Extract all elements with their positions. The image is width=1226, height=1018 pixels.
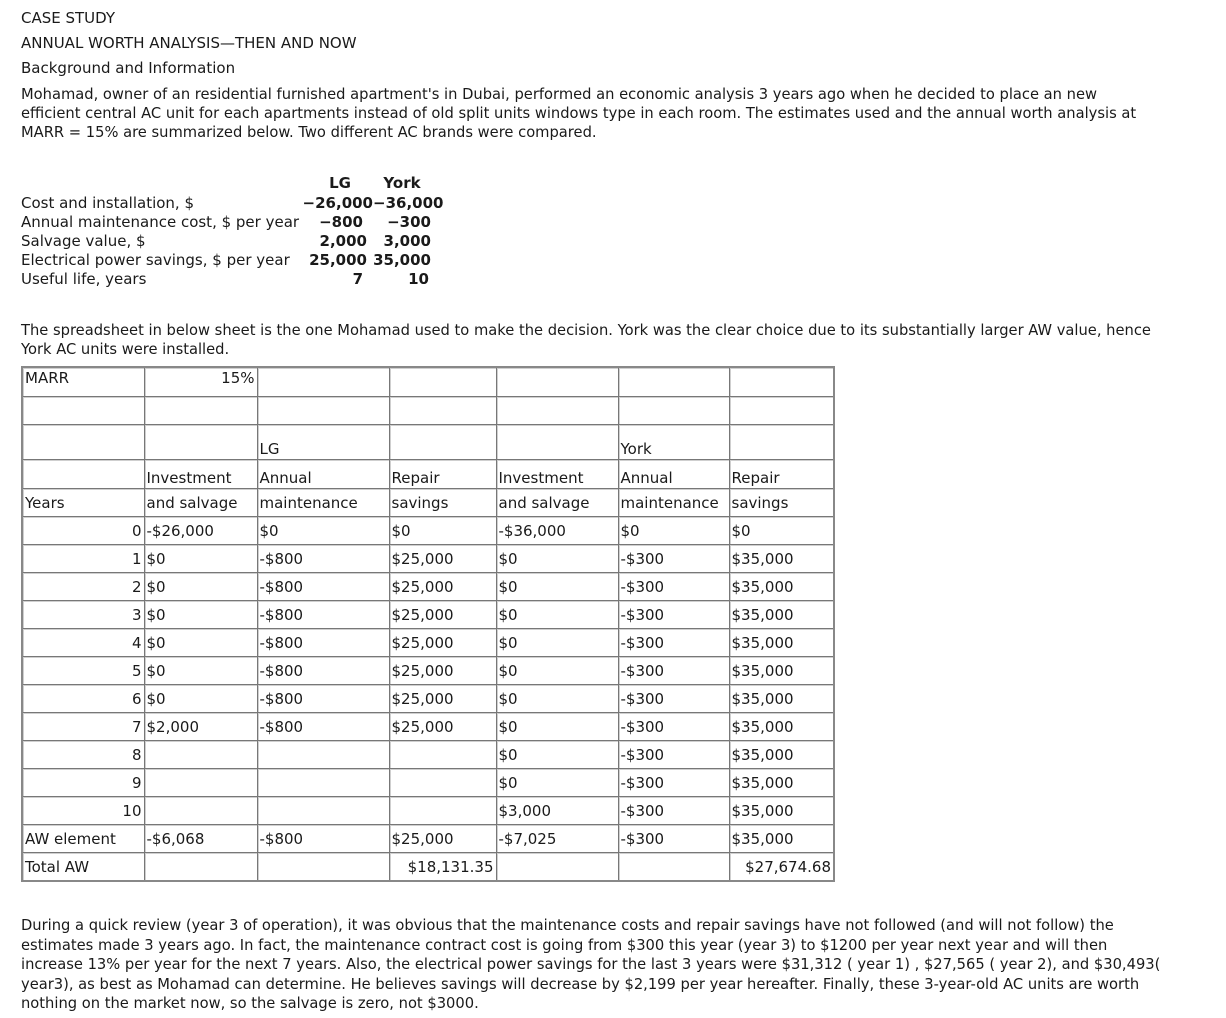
- aw-spreadsheet: [21, 366, 835, 882]
- york-investment-cell: $3,000: [496, 797, 618, 825]
- year-cell: 9: [22, 769, 144, 797]
- table-row: [22, 657, 834, 685]
- york-maintenance-cell: -$300: [618, 545, 729, 573]
- lg-investment-cell: -$26,000: [144, 517, 257, 545]
- years-label: Years: [22, 489, 144, 517]
- york-repair-cell: $0: [729, 517, 834, 545]
- table-row: [22, 601, 834, 629]
- york-repair-cell: $35,000: [729, 657, 834, 685]
- year-cell: 10: [22, 797, 144, 825]
- lg-repair-cell: $0: [389, 517, 496, 545]
- table-row: [22, 573, 834, 601]
- header-savings: savings: [389, 489, 496, 517]
- cell: [618, 367, 729, 397]
- lg-maintenance-cell: -$800: [257, 657, 389, 685]
- aw-element-label: AW element: [22, 825, 144, 853]
- lg-repair-cell: [389, 769, 496, 797]
- intro-paragraph: [21, 85, 1136, 142]
- estimate-lg-value: 7: [352, 270, 363, 288]
- lg-investment-cell: [144, 797, 257, 825]
- header-and-salvage: and salvage: [144, 489, 257, 517]
- aw-york-repair: $35,000: [729, 825, 834, 853]
- cell: [389, 425, 496, 460]
- header-annual: Annual: [618, 460, 729, 489]
- york-maintenance-cell: -$300: [618, 685, 729, 713]
- year-cell: 4: [22, 629, 144, 657]
- york-maintenance-cell: -$300: [618, 629, 729, 657]
- lg-investment-cell: $0: [144, 685, 257, 713]
- table-row: [22, 741, 834, 769]
- intro-line: MARR = 15% are summarized below. Two different AC brands were compared.: [21, 124, 597, 141]
- table-row: [22, 517, 834, 545]
- review-paragraph: [21, 916, 1160, 1014]
- header-savings: savings: [729, 489, 834, 517]
- estimate-label: Cost and installation, $: [21, 194, 195, 212]
- lg-investment-cell: $0: [144, 657, 257, 685]
- estimate-label: Annual maintenance cost, $ per year: [21, 213, 300, 231]
- york-repair-cell: $35,000: [729, 769, 834, 797]
- lg-investment-cell: $0: [144, 629, 257, 657]
- estimate-lg-value: −26,000: [302, 194, 373, 212]
- york-repair-cell: $35,000: [729, 573, 834, 601]
- sheet-row-blank: [22, 397, 834, 425]
- york-investment-cell: $0: [496, 657, 618, 685]
- york-investment-cell: -$36,000: [496, 517, 618, 545]
- marr-value: 15%: [144, 367, 257, 397]
- year-cell: 5: [22, 657, 144, 685]
- york-investment-cell: $0: [496, 629, 618, 657]
- lg-repair-cell: [389, 797, 496, 825]
- york-investment-cell: $0: [496, 601, 618, 629]
- cell: [389, 367, 496, 397]
- spreadsheet-intro-line: The spreadsheet in below sheet is the one Mohamad used to make the decision. York was the clear choice due to its substantially larger AW value, hence: [21, 322, 1151, 339]
- year-cell: 6: [22, 685, 144, 713]
- header-repair: Repair: [729, 460, 834, 489]
- sheet-row-total-aw: [22, 853, 834, 882]
- york-maintenance-cell: -$300: [618, 573, 729, 601]
- cell: [257, 367, 389, 397]
- cell: [257, 853, 389, 882]
- year-cell: 8: [22, 741, 144, 769]
- sheet-row-aw-element: [22, 825, 834, 853]
- sheet-row-header1: [22, 460, 834, 489]
- total-aw-lg: $18,131.35: [389, 853, 496, 882]
- york-repair-cell: $35,000: [729, 685, 834, 713]
- cell: [144, 425, 257, 460]
- year-cell: 0: [22, 517, 144, 545]
- lg-repair-cell: $25,000: [389, 629, 496, 657]
- total-aw-label: Total AW: [22, 853, 144, 882]
- estimate-label: Useful life, years: [21, 270, 147, 288]
- estimates-col-lg: LG: [329, 174, 351, 192]
- lg-maintenance-cell: [257, 797, 389, 825]
- estimates-block: [21, 174, 444, 294]
- case-title: ANNUAL WORTH ANALYSIS—THEN AND NOW: [21, 34, 357, 52]
- table-row: [22, 629, 834, 657]
- review-line: nothing on the market now, so the salvage is zero, not $3000.: [21, 995, 479, 1012]
- header-maintenance: maintenance: [257, 489, 389, 517]
- cell: [618, 853, 729, 882]
- year-cell: 1: [22, 545, 144, 573]
- cell: [144, 397, 257, 425]
- cell: [496, 367, 618, 397]
- spreadsheet-intro-line: York AC units were installed.: [21, 341, 230, 358]
- lg-repair-cell: $25,000: [389, 601, 496, 629]
- cell: [618, 397, 729, 425]
- aw-york-maintenance: -$300: [618, 825, 729, 853]
- estimate-york-value: 10: [408, 270, 429, 288]
- lg-maintenance-cell: -$800: [257, 685, 389, 713]
- cell: [496, 853, 618, 882]
- marr-label: MARR: [22, 367, 144, 397]
- lg-repair-cell: $25,000: [389, 657, 496, 685]
- lg-investment-cell: $0: [144, 601, 257, 629]
- cell: [389, 397, 496, 425]
- table-row: [22, 797, 834, 825]
- york-investment-cell: $0: [496, 713, 618, 741]
- lg-investment-cell: [144, 741, 257, 769]
- cell: [496, 425, 618, 460]
- cell: [729, 397, 834, 425]
- year-cell: 3: [22, 601, 144, 629]
- estimate-york-value: −300: [387, 213, 431, 231]
- cell: [22, 425, 144, 460]
- lg-maintenance-cell: -$800: [257, 573, 389, 601]
- header-annual: Annual: [257, 460, 389, 489]
- aw-lg-repair: $25,000: [389, 825, 496, 853]
- estimates-col-york: York: [383, 174, 421, 192]
- lg-investment-cell: [144, 769, 257, 797]
- header-repair: Repair: [389, 460, 496, 489]
- estimate-label: Electrical power savings, $ per year: [21, 251, 290, 269]
- aw-lg-investment: -$6,068: [144, 825, 257, 853]
- lg-repair-cell: $25,000: [389, 713, 496, 741]
- estimate-lg-value: 25,000: [309, 251, 367, 269]
- estimate-label: Salvage value, $: [21, 232, 146, 250]
- estimate-lg-value: −800: [319, 213, 363, 231]
- aw-york-investment: -$7,025: [496, 825, 618, 853]
- year-cell: 7: [22, 713, 144, 741]
- lg-repair-cell: $25,000: [389, 685, 496, 713]
- york-repair-cell: $35,000: [729, 629, 834, 657]
- header-investment: Investment: [144, 460, 257, 489]
- york-investment-cell: $0: [496, 769, 618, 797]
- case-study-label: CASE STUDY: [21, 9, 116, 27]
- aw-lg-maintenance: -$800: [257, 825, 389, 853]
- table-row: [22, 713, 834, 741]
- york-investment-cell: $0: [496, 573, 618, 601]
- review-line: year3), as best as Mohamad can determine. He believes savings will decrease by $2,199 per year hereafter. Finally, these 3-year-old AC units are worth: [21, 975, 1140, 993]
- cell: [144, 853, 257, 882]
- table-row: [22, 545, 834, 573]
- york-maintenance-cell: -$300: [618, 601, 729, 629]
- york-repair-cell: $35,000: [729, 545, 834, 573]
- york-maintenance-cell: -$300: [618, 769, 729, 797]
- york-maintenance-cell: $0: [618, 517, 729, 545]
- york-investment-cell: $0: [496, 741, 618, 769]
- header-maintenance: maintenance: [618, 489, 729, 517]
- review-line: estimates made 3 years ago. In fact, the maintenance contract cost is going from $300 this year (year 3) to $1200 per year next year and will then: [21, 936, 1108, 954]
- york-maintenance-cell: -$300: [618, 657, 729, 685]
- lg-investment-cell: $0: [144, 545, 257, 573]
- lg-maintenance-cell: -$800: [257, 713, 389, 741]
- york-label: York: [618, 425, 729, 460]
- lg-investment-cell: $2,000: [144, 713, 257, 741]
- lg-maintenance-cell: -$800: [257, 629, 389, 657]
- review-line: During a quick review (year 3 of operation), it was obvious that the maintenance costs and repair savings have not followed (and will not follow) the: [21, 917, 1114, 934]
- lg-repair-cell: $25,000: [389, 545, 496, 573]
- lg-maintenance-cell: -$800: [257, 601, 389, 629]
- lg-investment-cell: $0: [144, 573, 257, 601]
- estimate-york-value: 3,000: [383, 232, 431, 250]
- total-aw-york: $27,674.68: [729, 853, 834, 882]
- cell: [22, 397, 144, 425]
- estimate-york-value: −36,000: [373, 194, 444, 212]
- spreadsheet-intro: [21, 321, 1151, 359]
- section-heading-background: Background and Information: [21, 59, 236, 77]
- estimate-york-value: 35,000: [373, 251, 431, 269]
- york-maintenance-cell: -$300: [618, 713, 729, 741]
- lg-maintenance-cell: [257, 741, 389, 769]
- cell: [496, 397, 618, 425]
- estimate-lg-value: 2,000: [319, 232, 367, 250]
- intro-line: Mohamad, owner of an residential furnished apartment's in Dubai, performed an economic analysis 3 years ago when he decided to place an new: [21, 86, 1098, 103]
- lg-maintenance-cell: [257, 769, 389, 797]
- york-repair-cell: $35,000: [729, 797, 834, 825]
- lg-repair-cell: $25,000: [389, 573, 496, 601]
- cell: [22, 460, 144, 489]
- cell: [257, 397, 389, 425]
- york-maintenance-cell: -$300: [618, 797, 729, 825]
- table-row: [22, 685, 834, 713]
- table-row: [22, 769, 834, 797]
- york-investment-cell: $0: [496, 545, 618, 573]
- header-investment: Investment: [496, 460, 618, 489]
- lg-repair-cell: [389, 741, 496, 769]
- york-repair-cell: $35,000: [729, 601, 834, 629]
- york-investment-cell: $0: [496, 685, 618, 713]
- year-cell: 2: [22, 573, 144, 601]
- york-repair-cell: $35,000: [729, 741, 834, 769]
- lg-maintenance-cell: -$800: [257, 545, 389, 573]
- york-repair-cell: $35,000: [729, 713, 834, 741]
- lg-maintenance-cell: $0: [257, 517, 389, 545]
- cell: [729, 367, 834, 397]
- sheet-row-header2: [22, 489, 834, 517]
- york-maintenance-cell: -$300: [618, 741, 729, 769]
- header-and-salvage: and salvage: [496, 489, 618, 517]
- review-line: increase 13% per year for the next 7 years. Also, the electrical power savings for the last 3 years were $31,312 ( year 1) , $27,565 ( year 2), and $30,493(: [21, 956, 1161, 973]
- intro-line: efficient central AC unit for each apartments instead of old split units windows type in each room. The estimates used and the annual worth analysis at: [21, 105, 1137, 122]
- cell: [729, 425, 834, 460]
- sheet-row-brand: [22, 425, 834, 460]
- sheet-row-marr: [22, 367, 834, 397]
- lg-label: LG: [257, 425, 389, 460]
